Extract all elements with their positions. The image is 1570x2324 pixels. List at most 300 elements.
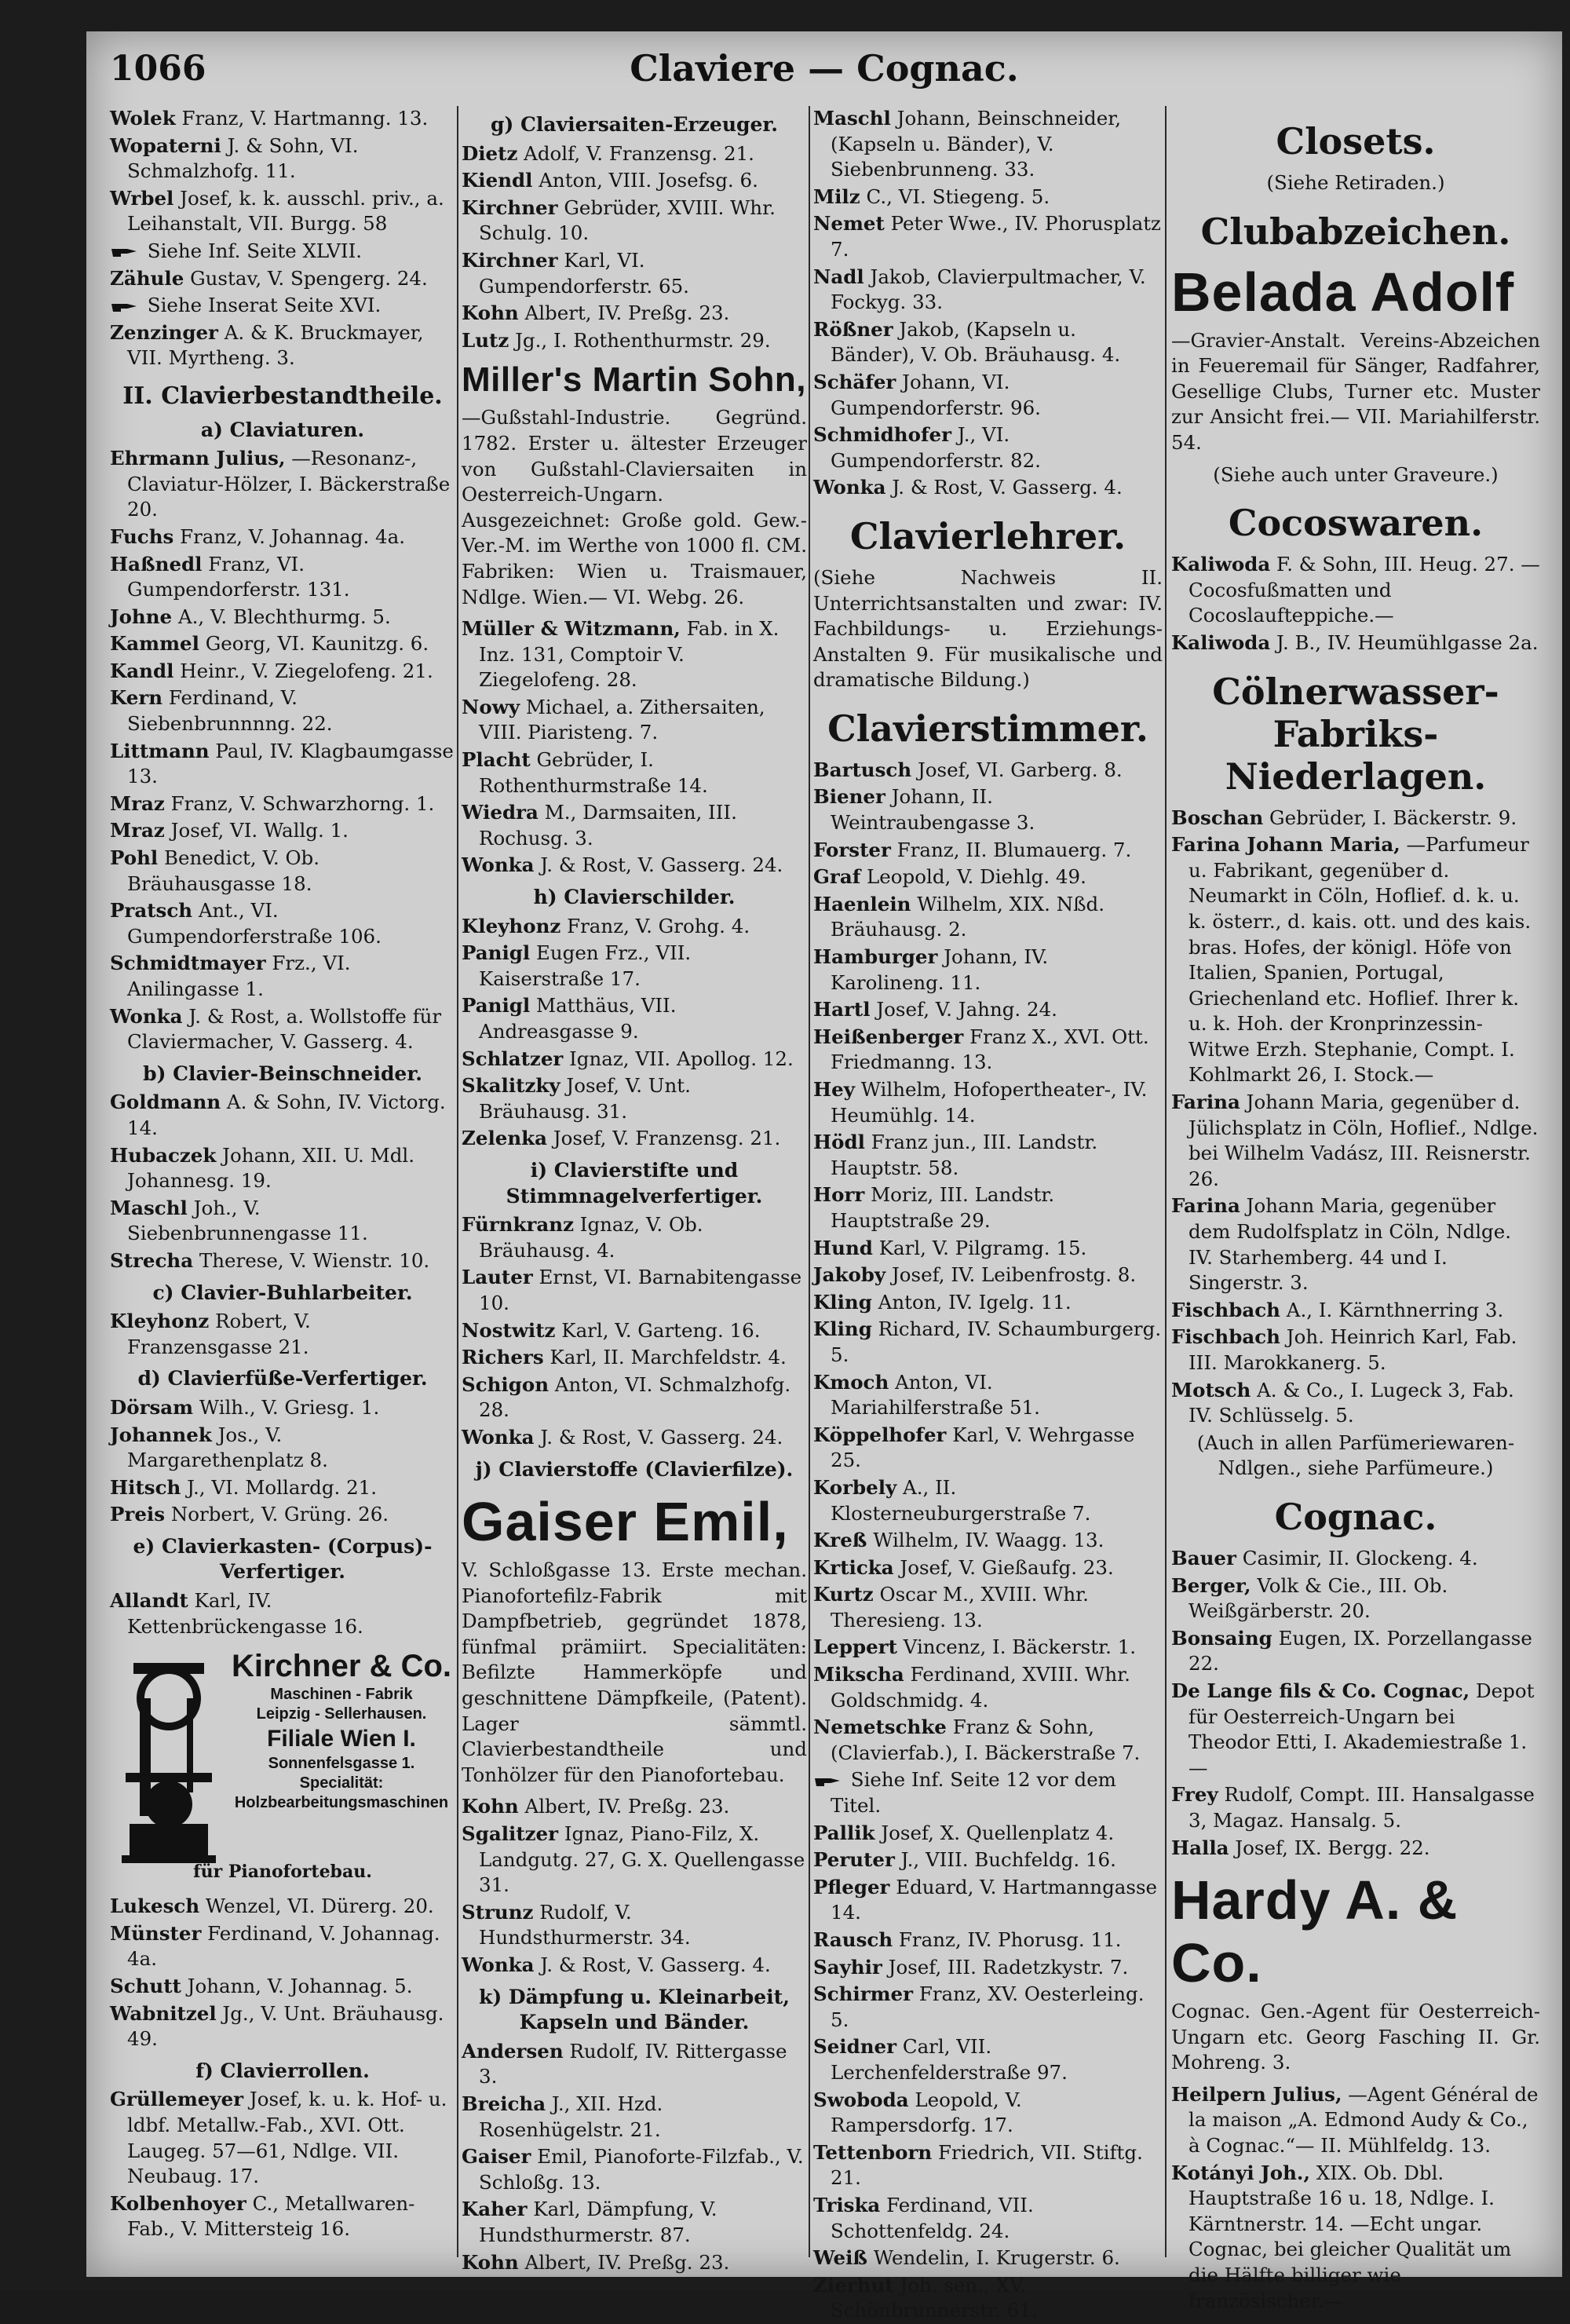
entry-name: Milz — [813, 185, 860, 208]
entry-details: Josef, V. Franzensg. 21. — [547, 1127, 781, 1150]
entry-name: Biener — [813, 785, 885, 809]
entry-name: Farina — [1171, 1091, 1240, 1114]
directory-entry — [813, 1290, 1163, 1316]
entry-name: Pohl — [110, 846, 159, 870]
directory-entry — [110, 1475, 455, 1501]
advertisement-text: Cognac. Gen.-Agent für Oesterreich-Ungarn etc. Georg Fasching II. Gr. Mohreng. 3. — [1171, 2000, 1540, 2074]
entry-name: Kiendl — [462, 169, 533, 192]
directory-entry — [1171, 1836, 1540, 1862]
entry-details: Anton, VI. Mariahilferstraße 51. — [831, 1370, 1040, 1420]
entry-name: Preis — [110, 1503, 166, 1526]
entry-name: Kaliwoda — [1171, 553, 1271, 576]
directory-entry — [1171, 1679, 1540, 1781]
entry-name: Andersen — [462, 2039, 564, 2063]
directory-entry — [813, 864, 1163, 890]
directory-entry — [462, 747, 807, 798]
entry-details: Friedrich, VII. Stiftg. 21. — [831, 2140, 1143, 2190]
entry-details: Albert, IV. Preßg. 23. — [518, 2250, 730, 2274]
entry-details: M., Darmsaiten, III. Rochusg. 3. — [479, 801, 737, 850]
entry-details: Ferdinand, XVIII. Whr. Goldschmidg. 4. — [831, 1663, 1130, 1712]
bandsaw-machine-illustration — [118, 1655, 220, 1867]
entry-details: A., II. Klosterneuburgerstraße 7. — [831, 1475, 1091, 1525]
entry-details: Franz, XV. Oesterleing. 5. — [831, 1982, 1145, 2031]
entry-name: Farina Johann Maria, — [1171, 833, 1400, 857]
directory-entry — [813, 1582, 1163, 1633]
directory-entry — [813, 1555, 1163, 1581]
directory-entry — [462, 1345, 807, 1371]
directory-entry — [110, 2087, 455, 2189]
entry-details: Albert, IV. Preßg. 23. — [518, 1795, 730, 1818]
entry-name: Kohn — [462, 301, 519, 325]
entry-details: J., VI. Mollardg. 21. — [181, 1475, 378, 1499]
entry-name: Kleyhonz — [110, 1310, 210, 1333]
entry-name: Kern — [110, 686, 163, 710]
directory-entry — [462, 2197, 807, 2248]
section-heading: j) Clavierstoffe (Clavierfilze). — [475, 1457, 794, 1481]
entry-name: Mraz — [110, 819, 165, 842]
directory-entry — [813, 1130, 1163, 1181]
directory-entry — [110, 2001, 455, 2052]
entry-name: Wonka — [462, 1425, 535, 1449]
entry-name: Hey — [813, 1078, 855, 1101]
entry-name: Tettenborn — [813, 2140, 933, 2164]
directory-entry — [1171, 1193, 1540, 1295]
kirchner-text — [228, 1647, 455, 1813]
entry-name: Halla — [1171, 1836, 1229, 1859]
entry-name: Horr — [813, 1183, 865, 1207]
entry-details: Frz., VI. Anilingasse 1. — [127, 952, 351, 1000]
entry-name: Kirchner — [462, 195, 558, 219]
entry-name: Mraz — [110, 791, 165, 815]
directory-entry — [110, 239, 455, 265]
entry-details: Wilhelm, IV. Waagg. 13. — [867, 1529, 1104, 1552]
entry-name: Frey — [1171, 1783, 1218, 1807]
entry-details: Karl, V. Wehrgasse 25. — [831, 1423, 1135, 1472]
entry-name: Kmoch — [813, 1370, 889, 1394]
directory-entry — [462, 328, 807, 354]
entry-details: Johann Maria, gegenüber d. Jülichsplatz in Cöln, Hoflief., Ndlge. bei Wilhelm Vadász, III. Reisnerstr. 26. — [1188, 1091, 1539, 1190]
directory-entry — [813, 784, 1163, 835]
entry-name: Fuchs — [110, 524, 174, 548]
entry-details: Gebrüder, I. Rothenthurmstraße 14. — [479, 748, 708, 797]
directory-entry — [110, 133, 455, 185]
entry-name: Nemet — [813, 212, 885, 236]
directory-entry — [110, 1248, 455, 1274]
kirchner-line: Sonnenfelsgasse 1. — [268, 1755, 415, 1773]
entry-name: Forster — [813, 838, 891, 861]
entry-details: Adolf, V. Franzensg. 21. — [517, 141, 754, 165]
entry-name: Nowy — [462, 695, 520, 718]
entry-details: Moriz, III. Landstr. Hauptstraße 29. — [831, 1183, 1055, 1232]
entry-name: Bartusch — [813, 758, 912, 781]
directory-entry — [813, 370, 1163, 421]
entry-name: Kleyhonz — [462, 914, 561, 937]
advertisement-name: Miller's Martin Sohn, — [462, 360, 807, 400]
directory-entry — [1171, 552, 1540, 629]
directory-entry — [110, 818, 455, 844]
entry-details: Anton, VI. Schmalzhofg. 28. — [479, 1372, 791, 1422]
entry-details: Franz, V. Grohg. 4. — [560, 914, 750, 937]
directory-entry — [813, 317, 1163, 368]
directory-entry — [462, 1794, 807, 1820]
entry-name: Kreß — [813, 1529, 867, 1552]
entry-name: Müller & Witzmann, — [462, 617, 681, 641]
directory-entry — [1171, 1298, 1540, 1324]
pointing-hand-icon — [110, 300, 141, 314]
entry-name: Schutt — [110, 1975, 181, 1998]
directory-entry — [813, 1262, 1163, 1288]
entry-name: Rößner — [813, 317, 893, 341]
entry-name: Zierhut — [813, 2273, 894, 2297]
entry-details: J., XII. Hzd. Rosenhügelstr. 21. — [479, 2092, 663, 2141]
directory-entry — [813, 838, 1163, 864]
entry-details: C., Metallwaren-Fab., V. Mittersteig 16. — [127, 2191, 415, 2241]
directory-entry — [1171, 1782, 1540, 1833]
directory-entry — [813, 1025, 1163, 1076]
entry-details: Vincenz, I. Bäckerstr. 1. — [896, 1635, 1137, 1659]
entry-details: Josef, k. k. ausschl. priv., a. Leihanstalt, VII. Burgg. 58 — [127, 186, 444, 236]
entry-name: Bonsaing — [1171, 1626, 1272, 1650]
entry-name: Wolek — [110, 107, 176, 130]
entry-details: Rudolf, Compt. III. Hansalgasse 3, Magaz. Hansalg. 5. — [1188, 1783, 1535, 1832]
directory-entry — [462, 301, 807, 327]
entry-name: Haenlein — [813, 892, 911, 915]
column-2 — [462, 106, 807, 2274]
entry-name: Swoboda — [813, 2088, 909, 2111]
entry-name: Hund — [813, 1236, 873, 1259]
entry-name: Triska — [813, 2193, 881, 2216]
entry-name: Sgalitzer — [462, 1822, 559, 1846]
entry-name: Kurtz — [813, 1583, 874, 1606]
entry-name: Köppelhofer — [813, 1423, 947, 1446]
directory-entry — [110, 293, 455, 319]
entry-details: J., VI. Gumpendorferstr. 82. — [831, 423, 1041, 472]
directory-entry — [813, 1635, 1163, 1661]
entry-name: Zenzinger — [110, 320, 218, 344]
entry-name: Kohn — [462, 2250, 519, 2274]
entry-name: Grüllemeyer — [110, 2088, 244, 2111]
entry-details: J. & Sohn, VI. Schmalzhofg. 11. — [127, 133, 359, 183]
entry-details: Josef, IX. Bergg. 22. — [1229, 1836, 1430, 1859]
directory-entry — [813, 265, 1163, 316]
entry-details: Franz, V. Schwarzhorng. 1. — [164, 791, 435, 815]
category-heading: Clubabzeichen. — [1200, 210, 1511, 253]
directory-entry — [813, 1767, 1163, 1818]
directory-entry — [1171, 2161, 1540, 2315]
entry-name: Littmann — [110, 739, 210, 762]
directory-entry — [1171, 832, 1540, 1088]
directory-entry — [462, 195, 807, 247]
entry-name: Rausch — [813, 1928, 893, 1951]
category-heading: Clavierstimmer. — [827, 707, 1148, 750]
entry-details: Paul, IV. Klagbaumgasse 13. — [127, 739, 454, 788]
directory-entry — [110, 106, 455, 132]
directory-entry — [813, 185, 1163, 210]
directory-entry — [462, 2092, 807, 2143]
directory-entry — [813, 1847, 1163, 1873]
directory-entry — [813, 2193, 1163, 2244]
entry-details: Norbert, V. Grüng. 26. — [165, 1503, 389, 1526]
column-divider — [1165, 106, 1167, 2257]
directory-entry — [110, 791, 455, 817]
entry-details: Johann Maria, gegenüber dem Rudolfsplatz in Cöln, Ndlge. IV. Starhemberg. 44 und I. Singerstr. 3. — [1188, 1194, 1512, 1295]
entry-details: Karl, Dämpfung, V. Hundsthurmerstr. 87. — [479, 2198, 717, 2246]
directory-entry — [462, 1265, 807, 1316]
entry-details: Franz, VI. Gumpendorferstr. 131. — [127, 552, 350, 601]
directory-entry — [813, 1423, 1163, 1474]
entry-name: Schäfer — [813, 370, 896, 393]
entry-name: Wiedra — [462, 801, 539, 824]
entry-details: Fab. in X. Inz. 131, Comptoir V. Ziegelofeng. 28. — [479, 617, 780, 692]
entry-name: Lutz — [462, 328, 509, 352]
directory-entry — [813, 1182, 1163, 1233]
entry-details: A. & Sohn, IV. Victorg. 14. — [127, 1091, 446, 1139]
entry-details: Ignaz, V. Ob. Bräuhausg. 4. — [479, 1213, 703, 1262]
entry-name: Wonka — [813, 476, 886, 499]
entry-name: Fischbach — [1171, 1325, 1280, 1349]
directory-entry — [813, 1236, 1163, 1262]
directory-entry — [110, 1921, 455, 1972]
directory-entry — [813, 1662, 1163, 1713]
directory-entry — [1171, 1626, 1540, 1677]
entry-name: Kling — [813, 1317, 872, 1341]
entry-name: Kammel — [110, 632, 199, 656]
entry-details: A., V. Blechthurmg. 5. — [172, 605, 391, 628]
directory-entry — [110, 685, 455, 736]
directory-entry — [462, 1047, 807, 1072]
directory-entry — [110, 1588, 455, 1639]
section-heading: k) Dämpfung u. Kleinarbeit, Kapseln und Bänder. — [479, 1985, 790, 2034]
entry-name: Wopaterni — [110, 133, 221, 157]
pointing-hand-icon — [110, 245, 141, 259]
entry-details: Eugen Frz., VII. Kaiserstraße 17. — [479, 941, 692, 990]
entry-details: Josef, V. Gießaufg. 23. — [893, 1555, 1114, 1579]
entry-details: Wilhelm, XIX. Nßd. Bräuhausg. 2. — [831, 892, 1104, 941]
entry-details: Gustav, V. Spengerg. 24. — [184, 266, 428, 290]
entry-details: J., VIII. Buchfeldg. 16. — [894, 1848, 1116, 1872]
directory-entry — [813, 997, 1163, 1023]
entry-details: Siehe Inserat Seite XVI. — [141, 294, 382, 317]
directory-entry — [813, 211, 1163, 262]
entry-name: Nostwitz — [462, 1318, 556, 1342]
entry-details: Ferdinand, V. Siebenbrunnnng. 22. — [127, 686, 333, 736]
entry-name: Dietz — [462, 141, 518, 165]
directory-entry — [813, 1077, 1163, 1128]
directory-entry — [462, 993, 807, 1044]
entry-details: Franz jun., III. Landstr. Hauptstr. 58. — [831, 1131, 1098, 1179]
directory-entry — [462, 168, 807, 194]
entry-details: Georg, VI. Kaunitzg. 6. — [199, 632, 429, 656]
entry-details: Eduard, V. Hartmanngasse 14. — [831, 1875, 1158, 1924]
directory-entry — [813, 1715, 1163, 1766]
entry-details: Karl, II. Marchfeldstr. 4. — [543, 1346, 787, 1369]
entry-name: Allandt — [110, 1589, 188, 1613]
directory-entry — [462, 853, 807, 879]
entry-name: Johne — [110, 605, 173, 628]
entry-details: Josef, V. Unt. Bräuhausg. 31. — [479, 1074, 691, 1123]
entry-name: Lukesch — [110, 1895, 200, 1918]
entry-name: Krticka — [813, 1555, 894, 1579]
entry-name: Mikscha — [813, 1663, 904, 1686]
entry-details: —Parfumeur u. Fabrikant, gegenüber d. Neumarkt in Cöln, Hoflief. d. k. u. k. österr., d. kais. ott. und des kais. bras. Hofes, der königl. Höfe von Italien, Spanien, Portugal, Griechenland etc. Hoflief. Ihrer k. u. k. Hoh. der Kronprinzessin-Witwe Erzh. Stephanie, Compt. I. Kohlmarkt 26, I. Stock.— — [1188, 833, 1532, 1087]
entry-details: Franz, II. Blumauerg. 7. — [890, 838, 1132, 861]
directory-entry — [110, 631, 455, 657]
directory-entry — [110, 1894, 455, 1920]
entry-name: Gaiser — [462, 2145, 531, 2169]
entry-name: Fürnkranz — [462, 1213, 574, 1237]
entry-details: Josef, VI. Wallg. 1. — [164, 819, 349, 842]
entry-details: Josef, X. Quellenplatz 4. — [874, 1821, 1115, 1844]
entry-details: J. & Rost, V. Gasserg. 4. — [534, 1953, 771, 1976]
entry-details: Joh. Heinrich Karl, Fab. III. Marokkanerg. 5. — [1188, 1325, 1517, 1374]
entry-details: Richard, IV. Schaumburgerg. 5. — [831, 1317, 1162, 1366]
directory-entry — [110, 739, 455, 790]
entry-details: Ferdinand, VII. Schottenfeldg. 24. — [831, 2193, 1034, 2242]
directory-entry — [462, 1953, 807, 1979]
entry-name: Bauer — [1171, 1546, 1236, 1569]
directory-entry — [462, 1900, 807, 1951]
entry-name: Johannek — [110, 1423, 212, 1446]
entry-name: Graf — [813, 865, 861, 889]
entry-name: Kaher — [462, 2198, 528, 2221]
directory-entry — [813, 2245, 1163, 2271]
entry-name: Hitsch — [110, 1475, 181, 1499]
directory-entry — [462, 616, 807, 693]
advertisement-text: (Siehe Nachweis II. Unterrichtsanstalten und zwar: IV. Fachbildungs- u. Erziehungs-Anstalten 9. Für musikalische und dramatische Bildung.) — [813, 565, 1163, 692]
entry-details: A. & Co., I. Lugeck 3, Fab. IV. Schlüsselg. 5. — [1188, 1378, 1514, 1427]
directory-entry — [110, 1196, 455, 1247]
entry-name: Ehrmann Julius, — [110, 447, 286, 470]
entry-details: Johann, VI. Gumpendorferstr. 96. — [831, 370, 1041, 419]
entry-details: J. & Rost, a. Wollstoffe für Claviermacher, V. Gasserg. 4. — [127, 1004, 442, 1054]
entry-details: Franz, IV. Phorusg. 11. — [893, 1928, 1122, 1951]
entry-name: Kolbenhoyer — [110, 2191, 246, 2215]
entry-name: Seidner — [813, 2035, 897, 2059]
directory-entry — [110, 605, 455, 630]
directory-entry — [462, 1073, 807, 1124]
directory-entry — [813, 892, 1163, 943]
directory-entry — [813, 758, 1163, 784]
entry-name: Schlatzer — [462, 1047, 564, 1070]
entry-name: Strunz — [462, 1900, 534, 1924]
directory-entry — [110, 2191, 455, 2242]
kirchner-line: Maschinen - Fabrik — [270, 1686, 413, 1704]
entry-details: Oscar M., XVIII. Whr. Theresieng. 13. — [831, 1583, 1089, 1632]
entry-details: Jg., V. Unt. Bräuhausg. 49. — [127, 2001, 444, 2051]
directory-entry — [462, 800, 807, 851]
directory-entry — [813, 945, 1163, 996]
directory-entry — [813, 1317, 1163, 1368]
directory-entry — [110, 846, 455, 897]
entry-name: Hartl — [813, 998, 871, 1021]
directory-entry — [110, 1004, 455, 1055]
category-heading: Cognac. — [1274, 1495, 1437, 1538]
entry-name: Wonka — [462, 853, 535, 877]
entry-details: Casimir, II. Glockeng. 4. — [1236, 1546, 1478, 1569]
directory-entry — [813, 1982, 1163, 2033]
advertisement-text: V. Schloßgasse 13. Erste mechan. Pianofortefilz-Fabrik mit Dampfbetrieb, gegründet 1878, fünfmal prämiirt. Specialitäten: Befilzte Hammerköpfe und geschnittene Dämpfkeile, (Patent). Lager sämmtl. Clavierbestandtheile und Tonhölzer für den Pianofortebau. — [462, 1558, 807, 1786]
entry-details: Gebrüder, I. Bäckerstr. 9. — [1263, 806, 1517, 829]
entry-details: Franz & Sohn, (Clavierfab.), I. Bäckerstraße 7. — [831, 1716, 1141, 1764]
cross-reference-note: (Auch in allen Parfümeriewaren-Ndlgen., siehe Parfümeure.) — [1196, 1431, 1515, 1480]
entry-details: Leopold, V. Diehlg. 49. — [860, 865, 1086, 889]
entry-name: Kotányi Joh., — [1171, 2161, 1310, 2184]
advertisement-text: —Gravier-Anstalt. Vereins-Abzeichen in Feueremail für Sänger, Radfahrer, Gesellige Clubs, Turner etc. Muster zur Ansicht frei.— VII. Mariahilferstr. 54. — [1171, 328, 1540, 454]
entry-details: Gebrüder, XVIII. Whr. Schulg. 10. — [479, 195, 776, 245]
kirchner-advertisement — [110, 1647, 455, 1883]
directory-entry — [462, 2039, 807, 2090]
directory-entry — [1171, 1378, 1540, 1429]
directory-entry — [1171, 1325, 1540, 1376]
entry-details: Ant., VI. Gumpendorferstraße 106. — [127, 899, 382, 948]
entry-name: Kaliwoda — [1171, 630, 1271, 654]
directory-entry — [110, 186, 455, 237]
section-heading: a) Claviaturen. — [200, 418, 365, 441]
entry-name: Panigl — [462, 994, 531, 1018]
entry-name: Farina — [1171, 1194, 1240, 1218]
kirchner-caption: für Pianofortebau. — [193, 1862, 372, 1883]
directory-entry — [813, 106, 1163, 183]
column-4 — [1171, 106, 1540, 2312]
directory-entry — [813, 2140, 1163, 2191]
entry-name: Hamburger — [813, 945, 938, 969]
entry-name: Peruter — [813, 1848, 895, 1872]
entry-details: Karl, V. Pilgramg. 15. — [872, 1236, 1087, 1259]
entry-details: —Resonanz-, Claviatur-Hölzer, I. Bäckerstraße 20. — [127, 447, 451, 521]
entry-details: J. & Rost, V. Gasserg. 24. — [534, 1425, 783, 1449]
entry-name: Heilpern Julius, — [1171, 2082, 1342, 2106]
entry-name: Berger, — [1171, 1573, 1251, 1597]
entry-name: Weiß — [813, 2246, 868, 2270]
directory-entry — [813, 1528, 1163, 1554]
kirchner-branch: Filiale Wien I. — [267, 1726, 416, 1752]
entry-details: Josef, IV. Leibenfrostg. 8. — [885, 1263, 1137, 1287]
entry-name: Zelenka — [462, 1127, 548, 1150]
entry-details: Johann, Beinschneider, (Kapseln u. Bänder), V. Siebenbrunneng. 33. — [831, 107, 1122, 181]
entry-details: Johann, V. Johannag. 5. — [181, 1975, 413, 1998]
entry-name: Sayhir — [813, 1955, 882, 1979]
entry-name: Nadl — [813, 265, 864, 288]
entry-name: Pratsch — [110, 899, 193, 923]
entry-name: Pfleger — [813, 1875, 890, 1898]
directory-entry — [110, 1090, 455, 1141]
entry-name: Haßnedl — [110, 552, 203, 576]
entry-name: Breicha — [462, 2092, 546, 2115]
section-heading: II. Clavierbestandtheile. — [122, 382, 443, 410]
column-divider — [457, 106, 458, 2257]
kirchner-line: Leipzig - Sellerhausen. — [256, 1705, 427, 1723]
directory-entry — [110, 446, 455, 523]
entry-details: Michael, a. Zithersaiten, VIII. Piaristeng. 7. — [479, 695, 765, 744]
entry-details: Rudolf, V. Hundsthurmerstr. 34. — [479, 1900, 691, 1949]
entry-details: Therese, V. Wienstr. 10. — [193, 1248, 430, 1272]
directory-entry — [462, 1318, 807, 1344]
entry-details: Jg., I. Rothenthurmstr. 29. — [509, 328, 771, 352]
entry-name: Kohn — [462, 1795, 519, 1818]
section-heading: i) Clavierstifte und Stimmnagelverfertiger. — [506, 1158, 763, 1208]
category-heading: Cölnerwasser-Fabriks-Niederlagen. — [1212, 670, 1499, 798]
directory-entry — [813, 422, 1163, 473]
directory-entry — [1171, 1546, 1540, 1572]
entry-details: Wenzel, VI. Dürerg. 20. — [199, 1895, 434, 1918]
entry-name: Goldmann — [110, 1091, 221, 1114]
section-heading: h) Clavierschilder. — [533, 886, 736, 909]
entry-details: Wilhelm, Hofopertheater-, IV. Heumühlg. 14. — [831, 1078, 1148, 1127]
running-title: Claviere — Cognac. — [630, 47, 1019, 90]
directory-entry — [462, 695, 807, 746]
entry-details: Franz X., XVI. Ott. Friedmanng. 13. — [831, 1025, 1149, 1074]
entry-details: F. & Sohn, III. Heug. 27. —Cocosfußmatten und Cocoslaufteppiche.— — [1188, 553, 1540, 627]
